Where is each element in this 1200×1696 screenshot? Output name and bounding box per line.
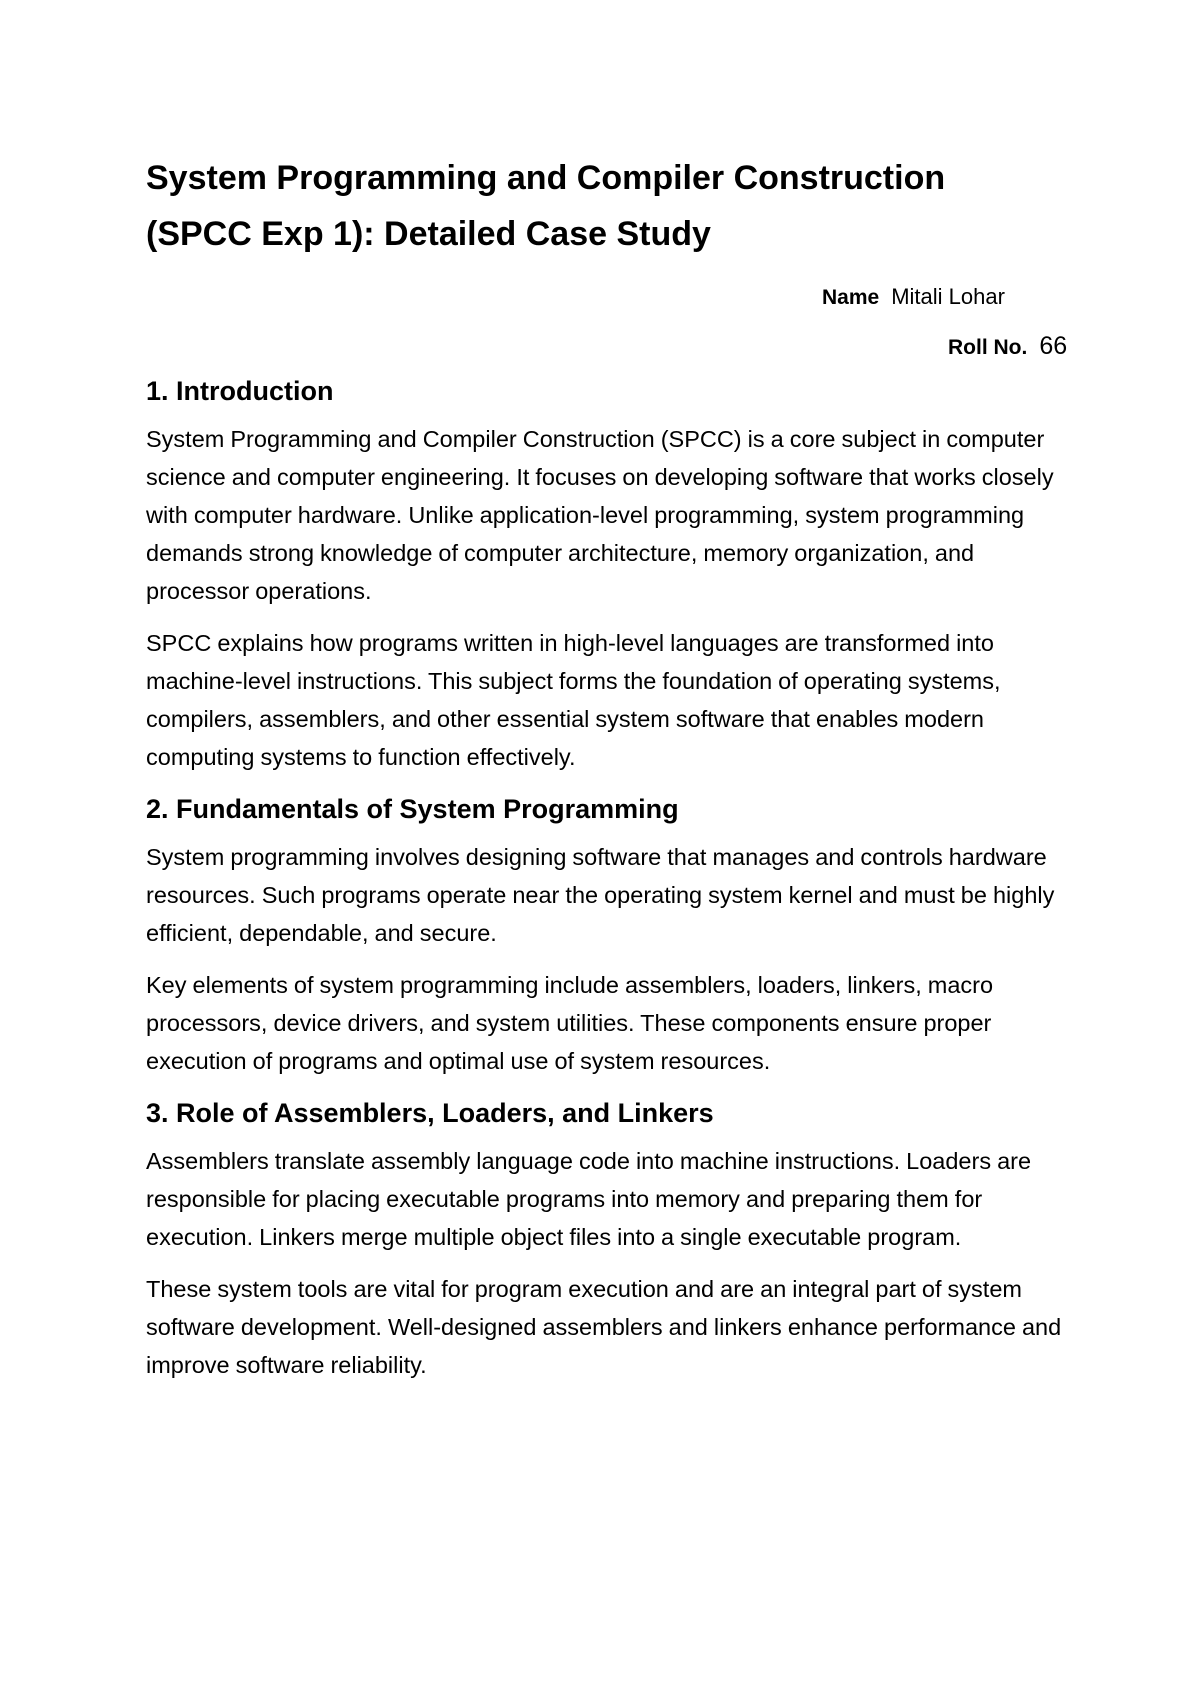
paragraph: Key elements of system programming include assemblers, loaders, linkers, macro processors, device drivers, and system utilities. These components ensure proper execution of programs and optimal use of system resources. <box>146 972 994 1074</box>
section-heading: 2. Fundamentals of System Programming <box>146 794 679 824</box>
paragraph: SPCC explains how programs written in high-level languages are transformed into machine-level instructions. This subject forms the foundation of operating systems, compilers, assemblers, and other essential system software that enables modern computing systems to function effectively. <box>146 630 1001 770</box>
name-label: Name <box>822 286 880 309</box>
title-line-1: System Programming and Compiler Construction <box>146 159 946 197</box>
paragraph: Assemblers translate assembly language code into machine instructions. Loaders are responsible for placing executable programs into memory and preparing them for execution. Linkers merge multiple object files into a single executable program. <box>146 1148 1032 1250</box>
paragraph: System Programming and Compiler Construction (SPCC) is a core subject in computer science and computer engineering. It focuses on developing software that works closely with computer hardware. Unlike application-level programming, system programming demands strong knowledge of computer architecture, memory organization, and processor operations. <box>146 426 1054 604</box>
section-heading: 3. Role of Assemblers, Loaders, and Linkers <box>146 1098 714 1128</box>
document-body <box>146 150 1076 1398</box>
name-row <box>822 284 1005 310</box>
title-line-2: (SPCC Exp 1): Detailed Case Study <box>146 215 711 253</box>
paragraph: These system tools are vital for program execution and are an integral part of system software development. Well-designed assemblers and linkers enhance performance and improve software reliability. <box>146 1276 1062 1378</box>
roll-number-row <box>948 332 1067 361</box>
author-info <box>146 262 1076 372</box>
roll-number-value: 66 <box>1039 332 1068 360</box>
section-assemblers-loaders-linkers <box>146 1094 1076 1384</box>
document-title <box>146 150 1076 262</box>
paragraph: System programming involves designing software that manages and controls hardware resources. Such programs operate near the operating system kernel and must be highly efficient, dependable, and secure. <box>146 844 1055 946</box>
name-value: Mitali Lohar <box>891 284 1005 309</box>
section-fundamentals <box>146 790 1076 1080</box>
roll-number-label: Roll No. <box>948 336 1028 359</box>
section-heading: 1. Introduction <box>146 376 334 406</box>
section-introduction <box>146 372 1076 776</box>
